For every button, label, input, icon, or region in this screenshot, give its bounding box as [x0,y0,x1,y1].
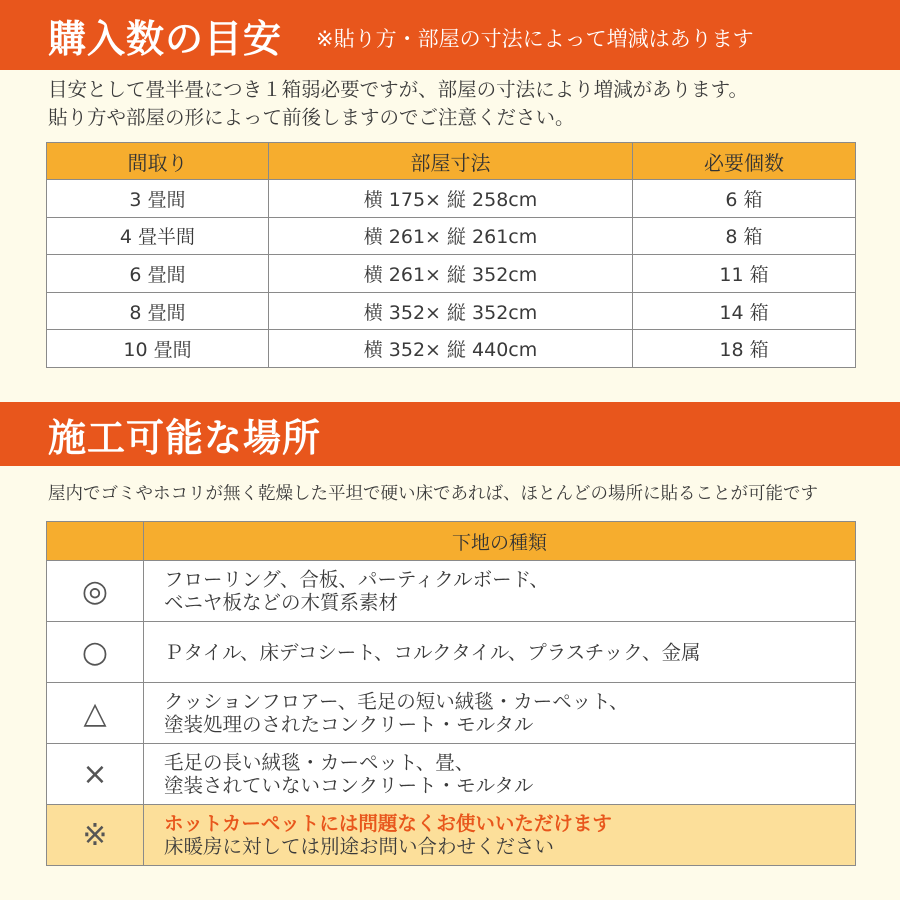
table-row [47,292,856,330]
table-row [47,622,856,683]
section-note: ※貼り方・部屋の寸法によって増減はあります [316,27,754,51]
description-line: クッションフロアー、毛足の短い絨毯・カーペット、 [164,690,629,713]
substrate-description [144,683,856,744]
substrate-description [144,805,856,866]
section-title-purchase: 購入数の目安 [48,16,283,61]
col-header-size: 部屋寸法 [269,143,633,180]
purchase-table [46,142,856,368]
cell-count: 14 箱 [633,292,856,330]
cell-layout: 4 畳半間 [47,217,269,255]
highlight-note: ホットカーペットには問題なくお使いいただけます [164,812,612,835]
cell-layout: 10 畳間 [47,330,269,368]
purchase-intro [48,76,878,132]
cell-size: 横 261× 縦 261cm [269,217,633,255]
table-row [47,217,856,255]
cross-icon: × [47,744,144,805]
table-row [47,683,856,744]
description-line: 塗装処理のされたコンクリート・モルタル [164,713,534,736]
col-header-count: 必要個数 [633,143,856,180]
cell-size: 横 352× 縦 352cm [269,292,633,330]
cell-count: 11 箱 [633,255,856,293]
table-row [47,180,856,218]
section-title-locations: 施工可能な場所 [48,415,322,460]
table-row [47,330,856,368]
reference-mark-icon: ※ [47,805,144,866]
cell-layout: 8 畳間 [47,292,269,330]
triangle-icon: △ [47,683,144,744]
intro-line: 貼り方や部屋の形によって前後しますのでご注意ください。 [48,106,575,129]
cell-size: 横 352× 縦 440cm [269,330,633,368]
cell-count: 18 箱 [633,330,856,368]
table-row [47,561,856,622]
description-line: フローリング、合板、パーティクルボード、 [164,568,549,591]
table-header-row [47,143,856,180]
description-line: 毛足の長い絨毯・カーペット、畳、 [164,751,475,774]
table-header-row [47,522,856,561]
cell-size: 横 261× 縦 352cm [269,255,633,293]
col-header-substrate: 下地の種類 [144,522,856,561]
cell-layout: 3 畳間 [47,180,269,218]
substrate-description [144,622,856,683]
description-line: Ｐタイル、床デコシート、コルクタイル、プラスチック、金属 [164,640,701,664]
locations-intro: 屋内でゴミやホコリが無く乾燥した平坦で硬い床であれば、ほとんどの場所に貼ることが可能です [48,484,818,504]
section-banner-locations [0,402,900,466]
cell-count: 6 箱 [633,180,856,218]
highlight-row [47,805,856,866]
table-row [47,744,856,805]
cell-size: 横 175× 縦 258cm [269,180,633,218]
substrate-description [144,744,856,805]
cell-layout: 6 畳間 [47,255,269,293]
intro-line: 目安として畳半畳につき１箱弱必要ですが、部屋の寸法により増減があります。 [48,78,749,101]
circle-icon: ○ [47,622,144,683]
section-banner-purchase [0,0,900,70]
col-header-layout: 間取り [47,143,269,180]
substrate-table [46,521,856,866]
description-line: ベニヤ板などの木質系素材 [164,591,399,614]
substrate-description [144,561,856,622]
col-header-symbol [47,522,144,561]
description-line: 床暖房に対しては別途お問い合わせください [164,835,555,858]
double-circle-icon: ◎ [47,561,144,622]
table-row [47,255,856,293]
cell-count: 8 箱 [633,217,856,255]
description-line: 塗装されていないコンクリート・モルタル [164,774,534,797]
